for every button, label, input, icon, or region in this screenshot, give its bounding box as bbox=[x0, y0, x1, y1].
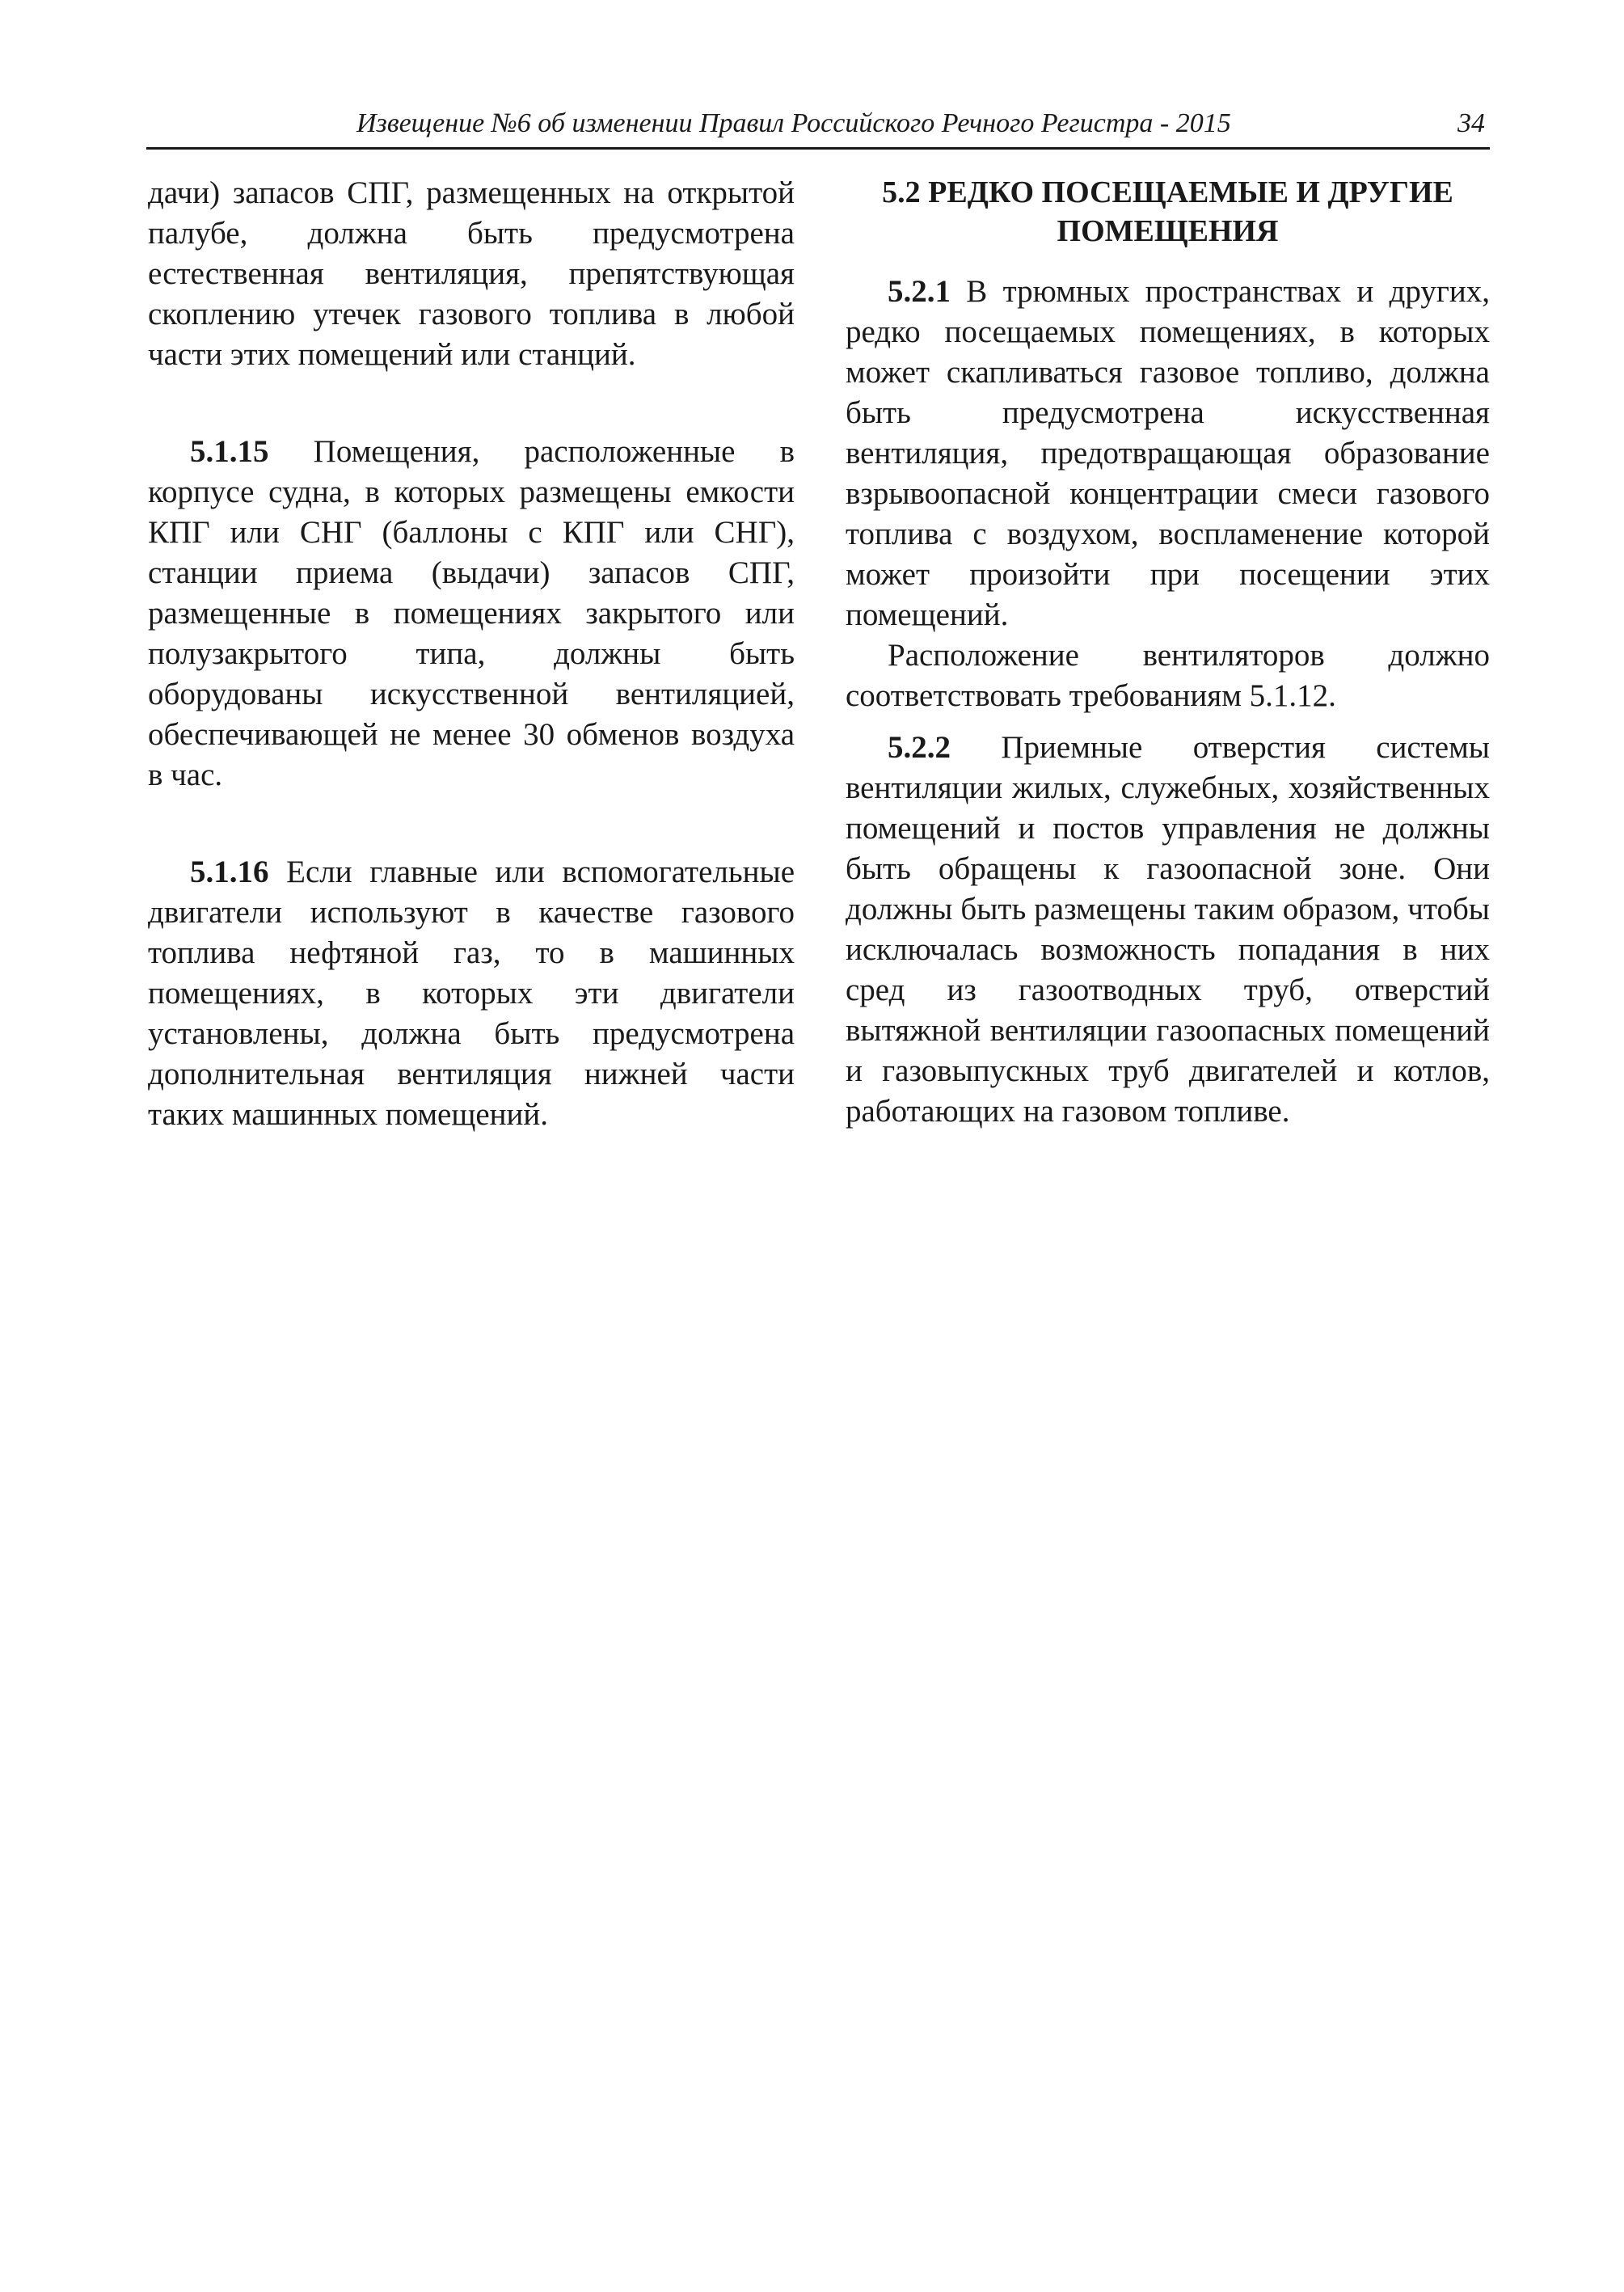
page-header bbox=[146, 105, 1490, 150]
clause-5-2-1 bbox=[846, 272, 1490, 635]
clause-5-2-2 bbox=[846, 728, 1490, 1132]
clause-5-1-15 bbox=[148, 432, 795, 796]
section-heading: 5.2 РЕДКО ПОСЕЩАЕМЫЕ И ДРУГИЕ ПОМЕЩЕНИЯ bbox=[882, 175, 1453, 248]
clause-5-1-16 bbox=[148, 852, 795, 1135]
clause-number: 5.2.2 bbox=[888, 730, 951, 765]
continuation-paragraph: дачи) запасов СПГ, размещенных на открытой палубе, должна быть предусмотрена естественная вентиляция, препятствующая скоплению утечек газового топлива в любой части этих помещений или станций. bbox=[148, 175, 795, 372]
fan-location-paragraph: Расположение вентиляторов должно соответствовать требованиям 5.1.12. bbox=[846, 638, 1490, 713]
clause-number: 5.1.15 bbox=[190, 434, 269, 469]
right-column bbox=[846, 173, 1490, 1132]
running-header-title: Извещение №6 об изменении Правил Российского Речного Регистра - 2015 bbox=[356, 108, 1231, 138]
clause-number: 5.2.1 bbox=[888, 274, 951, 309]
clause-text: Помещения, расположенные в корпусе судна, в которых размещены емкости КПГ или СНГ (баллоны с КПГ или СНГ), станции приема (выдачи) запасов СПГ, размещенные в помещениях закрытого или полузакрытого типа, должны быть оборудованы искусственной вентиляцией, обеспечивающей не менее 30 обменов воздуха в час. bbox=[148, 434, 795, 792]
clause-text: Если главные или вспомогательные двигатели используют в качестве газового топлива нефтяной газ, то в машинных помещениях, в которых эти двигатели установлены, должна быть предусмотрена дополнительная вентиляция нижней части таких машинных помещений. bbox=[148, 855, 795, 1132]
left-column bbox=[148, 173, 795, 1135]
clause-text: Приемные отверстия системы вентиляции жилых, служебных, хозяйственных помещений и постов управления не должны быть обращены к газоопасной зоне. Они должны быть размещены таким образом, чтобы исключалась возможность попадания в них сред из газоотводных труб, отверстий вытяжной вентиляции газоопасных помещений и газовыпускных труб двигателей и котлов, работающих на газовом топливе. bbox=[846, 730, 1490, 1129]
clause-text: В трюмных пространствах и других, редко посещаемых помещениях, в которых может скапливаться газовое топливо, должна быть предусмотрена искусственная вентиляция, предотвращающая образование взрывоопасной концентрации смеси газового топлива с воздухом, воспламенение которой может произойти при посещении этих помещений. bbox=[846, 274, 1490, 632]
clause-number: 5.1.16 bbox=[190, 855, 269, 889]
page-number: 34 bbox=[1457, 108, 1485, 138]
